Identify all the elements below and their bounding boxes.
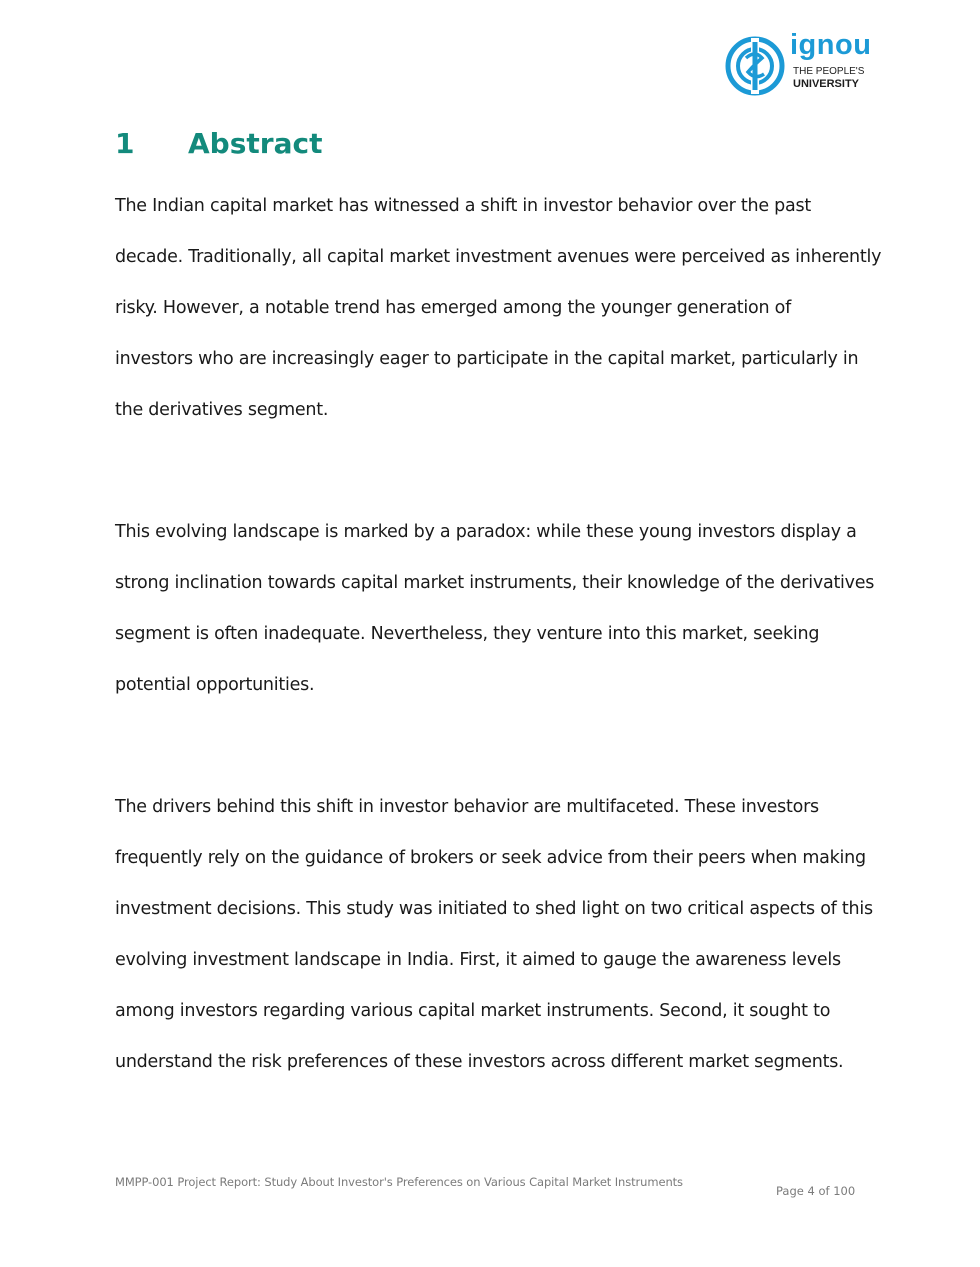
paragraph-line: The Indian capital market has witnessed a shift in investor behavior over the past — [115, 196, 811, 216]
paragraph-line: strong inclination towards capital market instruments, their knowledge of the derivatives — [115, 573, 875, 594]
ignou-wordmark: ignou — [790, 29, 872, 61]
paragraph-line: investment decisions. This study was initiated to shed light on two critical aspects of this — [115, 899, 873, 920]
section-title: Abstract — [188, 127, 323, 160]
paragraph-2 — [115, 507, 885, 711]
footer-report-title: MMPP-001 Project Report: Study About Investor's Preferences on Various Capital Market Instruments — [115, 1175, 683, 1189]
section-heading — [115, 125, 322, 163]
paragraph-line: among investors regarding various capital market instruments. Second, it sought to — [115, 1001, 831, 1022]
ignou-logo — [724, 29, 874, 98]
paragraph-line: frequently rely on the guidance of brokers or seek advice from their peers when making — [115, 848, 866, 869]
paragraph-line: evolving investment landscape in India. First, it aimed to gauge the awareness levels — [115, 950, 841, 971]
paragraph-line: the derivatives segment. — [115, 400, 329, 421]
paragraph-line: risky. However, a notable trend has emerged among the younger generation of — [115, 298, 791, 319]
footer-page-number: Page 4 of 100 — [776, 1184, 856, 1198]
logo-tagline-top: THE PEOPLE'S — [793, 66, 865, 77]
ignou-emblem-icon — [724, 36, 786, 96]
section-number: 1 — [115, 127, 135, 160]
paragraph-line: understand the risk preferences of these investors across different market segments. — [115, 1052, 844, 1073]
logo-tagline-bottom: UNIVERSITY — [793, 78, 860, 90]
paragraph-1 — [115, 181, 885, 436]
paragraph-line: segment is often inadequate. Nevertheless, they venture into this market, seeking — [115, 624, 820, 645]
paragraph-line: decade. Traditionally, all capital market investment avenues were perceived as inherently — [115, 247, 882, 268]
paragraph-line: potential opportunities. — [115, 675, 315, 696]
paragraph-3 — [115, 782, 885, 1089]
paragraph-line: investors who are increasingly eager to participate in the capital market, particularly in — [115, 349, 859, 370]
paragraph-line: The drivers behind this shift in investor behavior are multifaceted. These investors — [115, 797, 819, 817]
paragraph-line: This evolving landscape is marked by a paradox: while these young investors display a — [115, 522, 857, 542]
